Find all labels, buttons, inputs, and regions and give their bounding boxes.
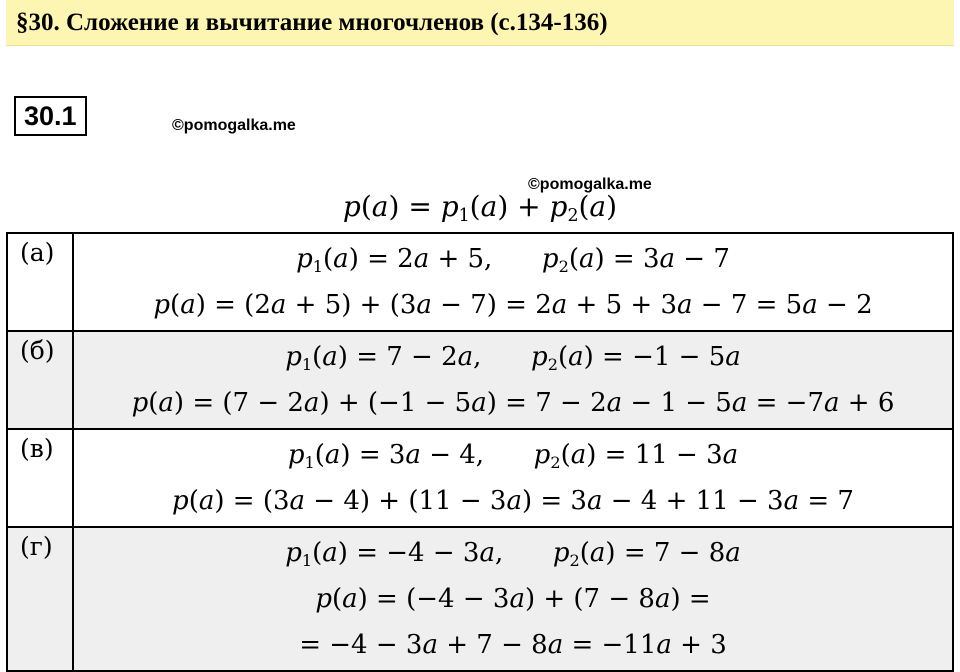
equation-line: $p_1(a) = -4 - 3a$, $p_2(a) = 7 - 8a$ (285, 538, 741, 570)
equation-line: p(a) = (2a + 5) + (3a − 7) = 2a + 5 + 3a − 7 = 5a − 2 (153, 290, 873, 320)
main-formula: $p(a) = p_1(a) + p_2(a)$ (342, 190, 618, 227)
solutions-table (6, 232, 954, 672)
table-row (7, 527, 953, 671)
row-content (73, 331, 953, 429)
row-label: (г) (7, 527, 73, 671)
equation-line: p(a) = (7 − 2a) + (−1 − 5a) = 7 − 2a − 1 − 5a = −7a + 6 (131, 388, 895, 418)
row-label: (в) (7, 429, 73, 527)
watermark: ©pomogalka.me (528, 176, 652, 193)
row-content (73, 527, 953, 671)
table-row (7, 233, 953, 331)
row-content (73, 233, 953, 331)
task-number: 30.1 (14, 96, 87, 136)
equation-line: $p_1(a) = 7 - 2a$, $p_2(a) = -1 - 5a$ (285, 342, 741, 374)
equation-line: = −4 − 3a + 7 − 8a = −11a + 3 (299, 630, 727, 660)
equation-line: $p_1(a) = 2a + 5$, $p_2(a) = 3a - 7$ (296, 244, 730, 276)
section-title: §30. Сложение и вычитание многочленов (с.134-136) (6, 0, 954, 46)
equation-line: p(a) = (3a − 4) + (11 − 3a) = 3a − 4 + 11 − 3a = 7 (172, 486, 854, 516)
watermark: ©pomogalka.me (172, 117, 296, 134)
row-label: (а) (7, 233, 73, 331)
equation-line: $p_1(a) = 3a - 4$, $p_2(a) = 11 - 3a$ (287, 440, 739, 472)
table-row (7, 429, 953, 527)
table-row (7, 331, 953, 429)
row-label: (б) (7, 331, 73, 429)
equation-line: p(a) = (−4 − 3a) + (7 − 8a) = (315, 584, 711, 614)
row-content (73, 429, 953, 527)
